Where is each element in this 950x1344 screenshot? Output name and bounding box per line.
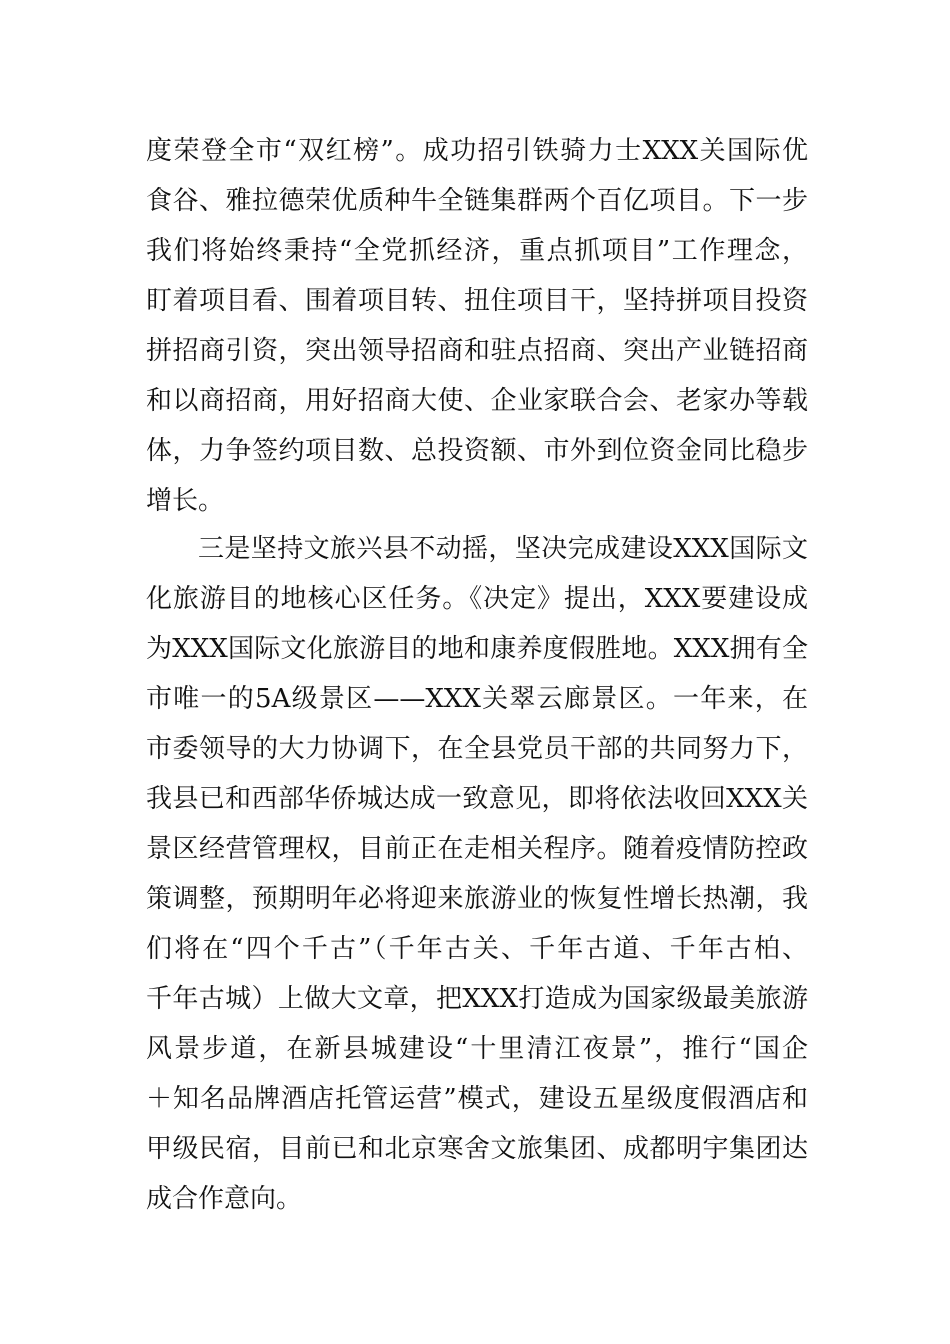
paragraph-2: [146, 524, 808, 1224]
text-line: 食谷、雅拉德荣优质种牛全链集群两个百亿项目。下一步: [146, 186, 808, 216]
text-line: 拼招商引资，突出领导招商和驻点招商、突出产业链招商: [146, 336, 808, 366]
text-line: 景区经营管理权，目前正在走相关程序。随着疫情防控政: [146, 834, 808, 864]
paragraph-1: [146, 126, 808, 526]
text-line: 成合作意向。: [146, 1184, 303, 1214]
text-line: 我们将始终秉持“全党抓经济，重点抓项目”工作理念，: [146, 236, 808, 266]
text-line: 增长。: [146, 486, 225, 516]
text-line: 化旅游目的地核心区任务。《决定》提出，XXX要建设成: [146, 584, 808, 614]
text-line: 策调整，预期明年必将迎来旅游业的恢复性增长热潮，我: [146, 884, 808, 914]
text-line: 度荣登全市“双红榜”。成功招引铁骑力士XXX关国际优: [146, 136, 808, 166]
text-line: 市唯一的5A级景区——XXX关翠云廊景区。一年来，在: [146, 684, 808, 714]
text-line: 甲级民宿，目前已和北京寒舍文旅集团、成都明宇集团达: [146, 1134, 808, 1164]
text-line: ＋知名品牌酒店托管运营”模式，建设五星级度假酒店和: [146, 1084, 808, 1114]
text-line: 风景步道，在新县城建设“十里清江夜景”，推行“国企: [146, 1034, 808, 1064]
text-line: 我县已和西部华侨城达成一致意见，即将依法收回XXX关: [146, 784, 808, 814]
text-line: 三是坚持文旅兴县不动摇，坚决完成建设XXX国际文: [198, 534, 808, 564]
text-line: 盯着项目看、围着项目转、扭住项目干，坚持拼项目投资: [146, 286, 808, 316]
text-line: 千年古城）上做大文章，把XXX打造成为国家级最美旅游: [146, 984, 808, 1014]
text-line: 们将在“四个千古”（千年古关、千年古道、千年古柏、: [146, 934, 808, 964]
text-line: 市委领导的大力协调下，在全县党员干部的共同努力下，: [146, 734, 808, 764]
text-line: 体，力争签约项目数、总投资额、市外到位资金同比稳步: [146, 436, 808, 466]
text-line: 为XXX国际文化旅游目的地和康养度假胜地。XXX拥有全: [146, 634, 808, 664]
text-line: 和以商招商，用好招商大使、企业家联合会、老家办等载: [146, 386, 808, 416]
